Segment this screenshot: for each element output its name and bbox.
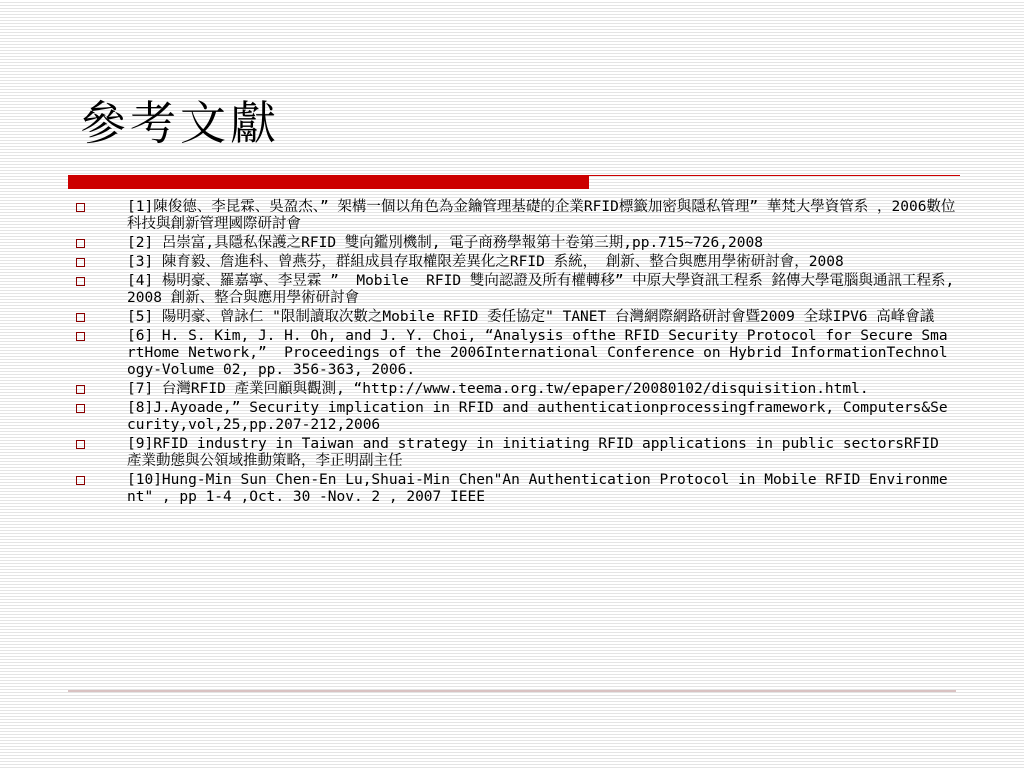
reference-item-9 xyxy=(76,436,956,470)
hollow-square-bullet-icon xyxy=(76,277,85,286)
bottom-divider xyxy=(68,690,956,692)
reference-item-8 xyxy=(76,400,956,434)
reference-item-2 xyxy=(76,235,956,252)
title-underline-red-block xyxy=(68,175,589,189)
reference-text-3: [3] 陳育毅、詹進科、曾燕芬，群組成員存取權限差異化之RFID 系統， 創新、整合與應用學術研討會，2008 xyxy=(127,254,844,270)
reference-item-4 xyxy=(76,273,963,307)
reference-item-3 xyxy=(76,254,956,271)
reference-text-6: [6] H. S. Kim, J. H. Oh, and J. Y. Choi, “Analysis ofthe RFID Security Protocol for Secure SmartHome Network,” Proceedings of the 2006International Conference on Hybrid InformationTechnology-Volume 02, pp. 356-363, 2006. xyxy=(127,328,948,378)
reference-item-1 xyxy=(76,199,956,233)
hollow-square-bullet-icon xyxy=(76,385,85,394)
hollow-square-bullet-icon xyxy=(76,476,85,485)
hollow-square-bullet-icon xyxy=(76,313,85,322)
title-underline-thin-line xyxy=(589,175,960,176)
reference-item-5 xyxy=(76,309,956,326)
reference-text-2: [2] 呂崇富,具隱私保護之RFID 雙向鑑別機制, 電子商務學報第十卷第三期,pp.715~726,2008 xyxy=(127,235,763,251)
reference-item-6 xyxy=(76,328,956,379)
reference-list xyxy=(76,199,963,508)
reference-item-7 xyxy=(76,381,956,398)
hollow-square-bullet-icon xyxy=(76,404,85,413)
reference-text-4: [4] 楊明豪、羅嘉寧、李昱霖 ” Mobile RFID 雙向認證及所有權轉移” 中原大學資訊工程系 銘傳大學電腦與通訊工程系, 2008 創新、整合與應用學術研討會 xyxy=(127,273,963,306)
slide-title: 參考文獻 xyxy=(80,96,280,150)
reference-item-10 xyxy=(76,472,956,506)
reference-text-1: [1]陳俊德、李昆霖、吳盈杰、” 架構一個以角色為金鑰管理基礎的企業RFID標籤加密與隱私管理” 華梵大學資管系 ，2006數位科技與創新管理國際研討會 xyxy=(127,199,956,232)
reference-text-5: [5] 陽明豪、曾詠仁 "限制讀取次數之Mobile RFID 委任協定" TANET 台灣網際網路研討會暨2009 全球IPV6 高峰會議 xyxy=(127,309,935,325)
hollow-square-bullet-icon xyxy=(76,258,85,267)
hollow-square-bullet-icon xyxy=(76,239,85,248)
hollow-square-bullet-icon xyxy=(76,332,85,341)
reference-text-10: [10]Hung-Min Sun Chen-En Lu,Shuai-Min Chen"An Authentication Protocol in Mobile RFID Environment" , pp 1-4 ,Oct. 30 -Nov. 2 , 2007 IEEE xyxy=(127,472,948,505)
hollow-square-bullet-icon xyxy=(76,203,85,212)
reference-text-9: [9]RFID industry in Taiwan and strategy in initiating RFID applications in public sectorsRFID 產業動態與公領域推動策略，李正明副主任 xyxy=(127,436,948,469)
title-underline-bar xyxy=(68,175,960,189)
reference-text-7: [7] 台灣RFID 產業回顧與觀測, “http://www.teema.org.tw/epaper/20080102/disquisition.html. xyxy=(127,381,869,397)
reference-text-8: [8]J.Ayoade,” Security implication in RFID and authenticationprocessingframework, Computers&Security,vol,25,pp.207-212,2006 xyxy=(127,400,948,433)
hollow-square-bullet-icon xyxy=(76,440,85,449)
